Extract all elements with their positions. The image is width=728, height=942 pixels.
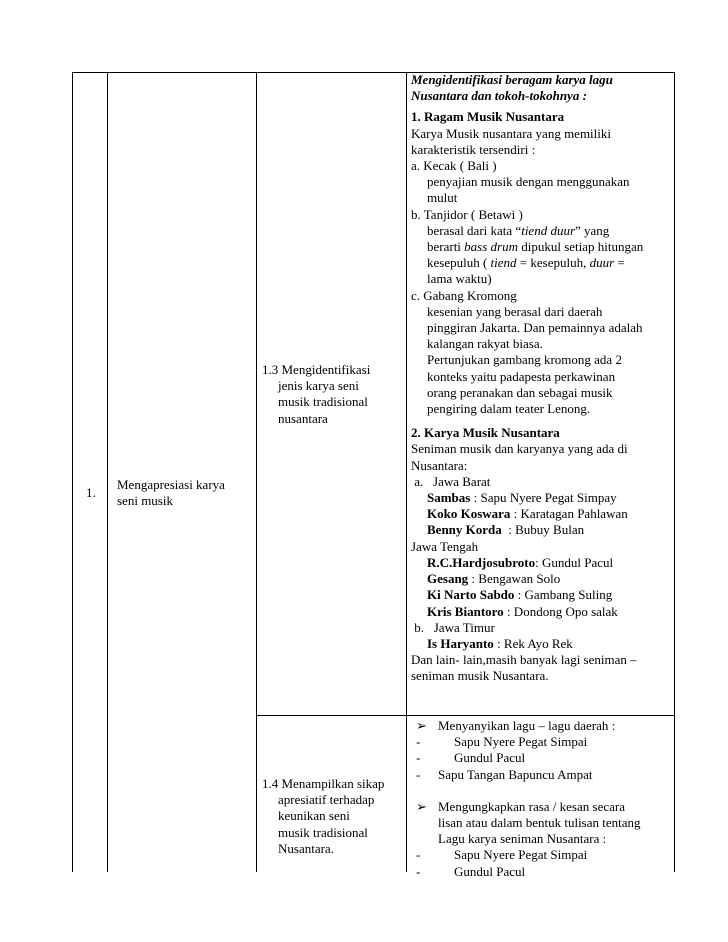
text-line: berarti bass drum dipukul setiap hitungan (427, 239, 644, 255)
competency-line: Mengapresiasi karya (117, 477, 225, 492)
row-divider (256, 715, 675, 716)
indicator-line: 1.4 Menampilkan sikap (262, 776, 385, 791)
text-line: mulut (427, 190, 458, 206)
indicator-line: jenis karya seni (278, 378, 359, 394)
text-line: Dan lain- lain,masih banyak lagi seniman – (411, 652, 637, 668)
text-line: Lagu karya seniman Nusantara : (438, 831, 607, 847)
indicator-line: musik tradisional (278, 394, 368, 410)
material-upper (411, 72, 643, 685)
material-heading: Nusantara dan tokoh-tokohnya : (411, 88, 587, 104)
material-heading: Mengidentifikasi beragam karya lagu (411, 72, 613, 87)
text-line: kesepuluh ( tiend = kesepuluh, duur = (427, 255, 625, 271)
indicator-line: apresiatif terhadap (278, 792, 375, 808)
dash-bullet: - (416, 766, 421, 782)
indicator-line: Nusantara. (278, 840, 334, 856)
list-item-title: c. Gabang Kromong (411, 287, 517, 303)
artist-line: Koko Koswara : Karatagan Pahlawan (427, 506, 628, 522)
indicator-line: musik tradisional (278, 824, 368, 840)
section-title: 2. Karya Musik Nusantara (411, 425, 560, 441)
text-line: penyajian musik dengan menggunakan (427, 174, 630, 190)
text-line: lisan atau dalam bentuk tulisan tentang (438, 815, 641, 831)
artist-line: Kris Biantoro : Dondong Opo salak (427, 603, 618, 619)
text-line: karakteristik tersendiri : (411, 141, 536, 157)
dash-line: - Sapu Nyere Pegat Simpai (416, 847, 588, 863)
text-line: lama waktu) (427, 271, 492, 287)
table-right-border (674, 72, 675, 872)
list-item-title: b. Tanjidor ( Betawi ) (411, 206, 523, 222)
artist-line: Gesang : Bengawan Solo (427, 571, 561, 587)
dash-line: - Sapu Nyere Pegat Simpai (416, 734, 588, 750)
arrow-bullet-icon: ➢ (416, 718, 427, 733)
column-divider-1 (107, 72, 108, 872)
indicator-line: keunikan seni (278, 808, 350, 824)
list-item-title: a. Kecak ( Bali ) (411, 158, 497, 174)
competency-cell (117, 477, 225, 509)
artist-line: Is Haryanto : Rek Ayo Rek (427, 635, 573, 651)
material-lower (416, 718, 641, 880)
text-line: berasal dari kata “tiend duur” yang (427, 222, 610, 238)
text-line: Seniman musik dan karyanya yang ada di (411, 441, 628, 457)
dash-line: - Gundul Pacul (416, 750, 526, 766)
row-number: 1. (86, 485, 96, 500)
indicator-1-4 (262, 776, 384, 857)
dash-bullet: - (416, 734, 421, 750)
section-title: 1. Ragam Musik Nusantara (411, 109, 565, 125)
region-title: b. Jawa Timur (411, 619, 495, 635)
text-line: Pertunjukan gambang kromong ada 2 (427, 352, 622, 368)
dash-bullet: - (416, 863, 421, 879)
dash-line: - Sapu Tangan Bapuncu Ampat (416, 766, 593, 782)
artist-line: R.C.Hardjosubroto: Gundul Pacul (427, 554, 614, 570)
column-divider-3 (406, 72, 407, 872)
dash-bullet: - (416, 847, 421, 863)
dash-bullet: - (416, 750, 421, 766)
artist-line: Benny Korda : Bubuy Bulan (427, 522, 585, 538)
indicator-line: nusantara (278, 410, 328, 426)
text-line: seniman musik Nusantara. (411, 668, 549, 684)
artist-line: Ki Narto Sabdo : Gambang Suling (427, 587, 613, 603)
artist-line: Sambas : Sapu Nyere Pegat Simpay (427, 490, 617, 506)
competency-line: seni musik (117, 493, 173, 509)
bullet-line: ➢ Menyanyikan lagu – lagu daerah : (416, 718, 616, 733)
text-line: kesenian yang berasal dari daerah (427, 303, 603, 319)
text-line: Karya Musik nusantara yang memiliki (411, 125, 612, 141)
bullet-line: ➢ Mengungkapkan rasa / kesan secara (416, 798, 625, 814)
indicator-line: 1.3 Mengidentifikasi (262, 362, 371, 377)
text-line: orang peranakan dan sebagai musik (427, 384, 613, 400)
text-line: Nusantara: (411, 457, 468, 473)
text-line: pinggiran Jakarta. Dan pemainnya adalah (427, 320, 643, 336)
arrow-bullet-icon: ➢ (416, 798, 427, 814)
region-title: Jawa Tengah (411, 538, 479, 554)
column-divider-2 (256, 72, 257, 872)
table-left-border (72, 72, 73, 872)
indicator-1-3 (262, 362, 370, 427)
text-line: pengiring dalam teater Lenong. (427, 401, 591, 417)
dash-line: - Gundul Pacul (416, 863, 526, 879)
region-title: a. Jawa Barat (411, 473, 491, 489)
text-line: kalangan rakyat biasa. (427, 336, 543, 352)
text-line: konteks yaitu padapesta perkawinan (427, 368, 616, 384)
